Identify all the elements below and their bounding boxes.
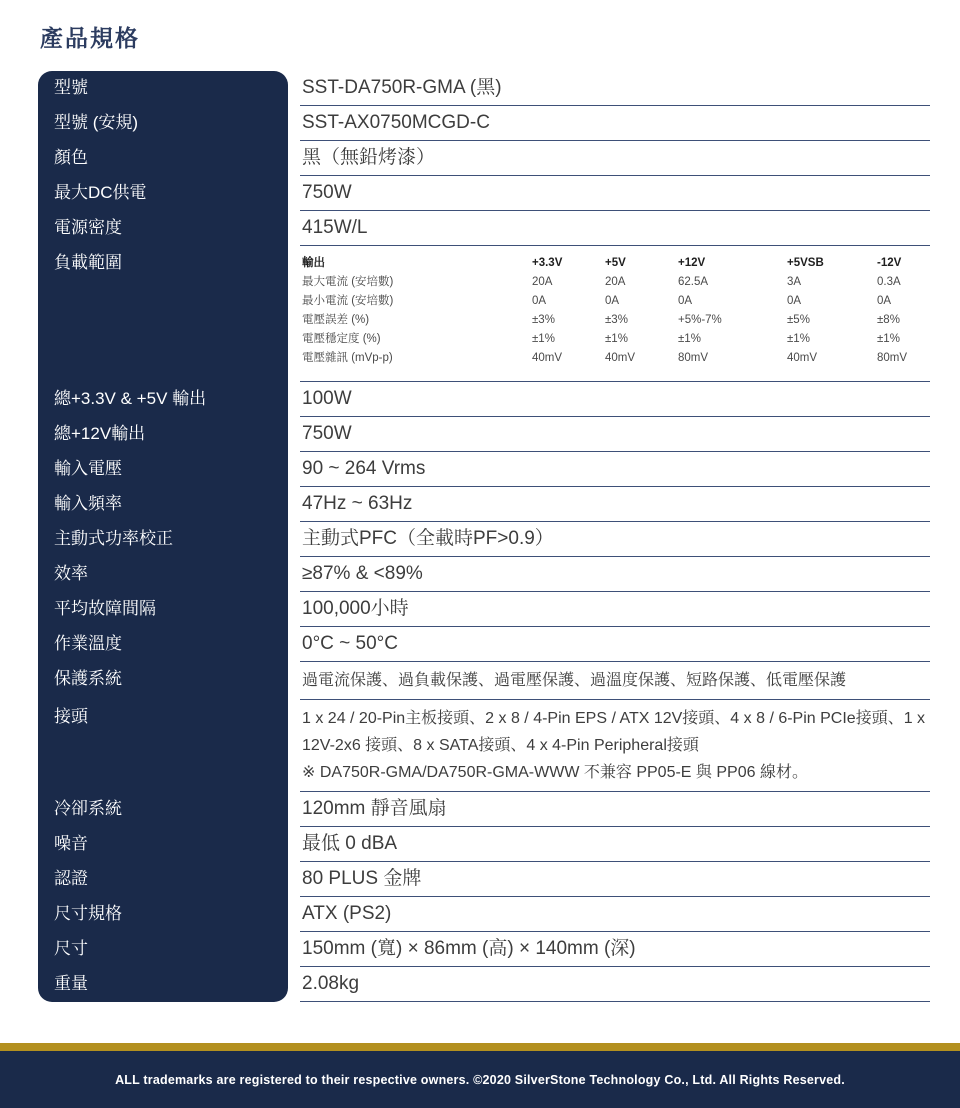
- footer-text: ALL trademarks are registered to their respective owners. ©2020 SilverStone Technology Co., Ltd. All Rights Reserved.: [115, 1072, 845, 1087]
- load-table-row-label: 電壓穩定度 (%): [302, 333, 381, 345]
- spec-value: 100W: [300, 382, 930, 417]
- load-table-cell: ±1%: [787, 333, 810, 345]
- spec-row-total-3v3-5v-output: [38, 382, 930, 417]
- spec-label: 效率: [54, 564, 88, 583]
- load-table-cell: 40mV: [605, 352, 636, 364]
- footer-accent-bar: [0, 1043, 960, 1051]
- load-table-row-label: 最小電流 (安培數): [302, 295, 394, 307]
- load-table-row-max-current: [302, 273, 930, 292]
- spec-label: 最大DC供電: [54, 183, 147, 202]
- load-table-cell: ±8%: [877, 314, 900, 326]
- load-table-cell: 0.3A: [877, 276, 901, 288]
- spec-value: ATX (PS2): [300, 897, 930, 932]
- spec-row-weight: [38, 967, 930, 1002]
- load-table-cell: 0A: [605, 295, 620, 307]
- footer-bar: [0, 1051, 960, 1108]
- spec-row-cooling: [38, 792, 930, 827]
- load-table-cell: 20A: [605, 276, 626, 288]
- load-table-header-row: [302, 254, 930, 273]
- load-table-col-header: +12V: [678, 257, 706, 269]
- load-table: [302, 254, 930, 368]
- load-table-cell: ±5%: [787, 314, 810, 326]
- page-title: 產品規格: [40, 25, 140, 51]
- spec-label: 認證: [54, 869, 88, 888]
- spec-section: [38, 71, 930, 1002]
- spec-row-mtbf: [38, 592, 930, 627]
- spec-row-input-frequency: [38, 487, 930, 522]
- spec-value: 47Hz ~ 63Hz: [300, 487, 930, 522]
- load-table-row-label: 最大電流 (安培數): [302, 276, 394, 288]
- spec-value: 415W/L: [300, 211, 930, 246]
- spec-label: 輸入電壓: [54, 459, 122, 478]
- spec-row-pfc: [38, 522, 930, 557]
- spec-label: 作業溫度: [54, 634, 122, 653]
- spec-value: 0°C ~ 50°C: [300, 627, 930, 662]
- spec-value: 主動式PFC（全載時PF>0.9）: [300, 522, 930, 557]
- spec-value: 過電流保護、過負載保護、過電壓保護、過溫度保護、短路保護、低電壓保護: [300, 662, 930, 700]
- load-table-cell: ±1%: [532, 333, 555, 345]
- spec-label: 負載範圍: [54, 253, 122, 272]
- spec-row-dimension: [38, 932, 930, 967]
- spec-label: 電源密度: [54, 218, 122, 237]
- spec-value: 2.08kg: [300, 967, 930, 1002]
- load-table-col-header: -12V: [877, 257, 902, 269]
- spec-row-color: [38, 141, 930, 176]
- spec-row-form-factor: [38, 897, 930, 932]
- load-table-cell: 20A: [532, 276, 553, 288]
- spec-row-efficiency: [38, 557, 930, 592]
- spec-value: 120mm 靜音風扇: [300, 792, 930, 827]
- spec-value: [300, 700, 930, 792]
- spec-value: 750W: [300, 176, 930, 211]
- spec-row-power-density: [38, 211, 930, 246]
- spec-row-max-dc-output: [38, 176, 930, 211]
- load-table-row-label: 電壓誤差 (%): [302, 314, 370, 326]
- load-table-col-header: +3.3V: [532, 257, 563, 269]
- spec-rows: [38, 71, 930, 1002]
- load-table-cell: 0A: [787, 295, 802, 307]
- spec-label: 型號 (安規): [54, 113, 139, 132]
- load-table-corner-label: 輸出: [302, 257, 325, 269]
- spec-label: 主動式功率校正: [54, 529, 173, 548]
- load-range-table: [300, 246, 930, 382]
- spec-value: 80 PLUS 金牌: [300, 862, 930, 897]
- load-table-cell: +5%-7%: [678, 314, 722, 326]
- spec-label: 接頭: [54, 707, 88, 726]
- load-table-row-ripple: [302, 349, 930, 368]
- spec-row-connectors: [38, 700, 930, 792]
- spec-value: 100,000小時: [300, 592, 930, 627]
- load-table-row-tolerance: [302, 311, 930, 330]
- spec-row-model-safety: [38, 106, 930, 141]
- load-table-cell: 3A: [787, 276, 802, 288]
- load-table-cell: 40mV: [532, 352, 563, 364]
- spec-row-total-12v-output: [38, 417, 930, 452]
- load-table-cell: 40mV: [787, 352, 818, 364]
- load-table-cell: ±3%: [532, 314, 555, 326]
- spec-label: 總+3.3V & +5V 輸出: [54, 389, 207, 408]
- connectors-note: ※ DA750R-GMA/DA750R-GMA-WWW 不兼容 PP05-E 與 PP06 線材。: [302, 764, 808, 781]
- load-table-cell: 0A: [532, 295, 547, 307]
- spec-label: 型號: [54, 78, 88, 97]
- spec-row-protection: [38, 662, 930, 700]
- spec-row-noise: [38, 827, 930, 862]
- spec-value: 750W: [300, 417, 930, 452]
- spec-label: 冷卻系統: [54, 799, 122, 818]
- spec-row-input-voltage: [38, 452, 930, 487]
- spec-value: 90 ~ 264 Vrms: [300, 452, 930, 487]
- spec-label: 平均故障間隔: [54, 599, 156, 618]
- load-table-cell: 0A: [877, 295, 892, 307]
- spec-label: 顏色: [54, 148, 88, 167]
- spec-value: 150mm (寬) × 86mm (高) × 140mm (深): [300, 932, 930, 967]
- spec-row-operating-temp: [38, 627, 930, 662]
- spec-label: 重量: [54, 974, 88, 993]
- load-table-cell: 0A: [678, 295, 693, 307]
- connectors-list: 1 x 24 / 20-Pin主板接頭、2 x 8 / 4-Pin EPS / ATX 12V接頭、4 x 8 / 6-Pin PCIe接頭、1 x 12V-2x6 接頭、8 x SATA接頭、4 x 4-Pin Peripheral接頭: [302, 710, 926, 754]
- load-table-cell: ±1%: [678, 333, 701, 345]
- spec-value: SST-AX0750MCGD-C: [300, 106, 930, 141]
- load-table-cell: 80mV: [678, 352, 709, 364]
- load-table-row-min-current: [302, 292, 930, 311]
- load-table-cell: ±1%: [605, 333, 628, 345]
- spec-row-certification: [38, 862, 930, 897]
- spec-value: SST-DA750R-GMA (黑): [300, 71, 930, 106]
- load-table-row-label: 電壓雜訊 (mVp-p): [302, 352, 393, 364]
- spec-label: 尺寸: [54, 939, 88, 958]
- load-table-cell: ±1%: [877, 333, 900, 345]
- load-table-cell: ±3%: [605, 314, 628, 326]
- spec-label: 噪音: [54, 834, 88, 853]
- load-table-col-header: +5V: [605, 257, 626, 269]
- load-table-row-regulation: [302, 330, 930, 349]
- spec-value: 黑（無鉛烤漆）: [300, 141, 930, 176]
- spec-label: 保護系統: [54, 669, 122, 688]
- spec-label: 總+12V輸出: [54, 424, 146, 443]
- load-table-cell: 80mV: [877, 352, 908, 364]
- spec-value: 最低 0 dBA: [300, 827, 930, 862]
- spec-row-model: [38, 71, 930, 106]
- spec-value: ≥87% & <89%: [300, 557, 930, 592]
- spec-row-load-range: [38, 246, 930, 382]
- spec-label: 尺寸規格: [54, 904, 122, 923]
- load-table-col-header: +5VSB: [787, 257, 824, 269]
- spec-label: 輸入頻率: [54, 494, 122, 513]
- load-table-cell: 62.5A: [678, 276, 709, 288]
